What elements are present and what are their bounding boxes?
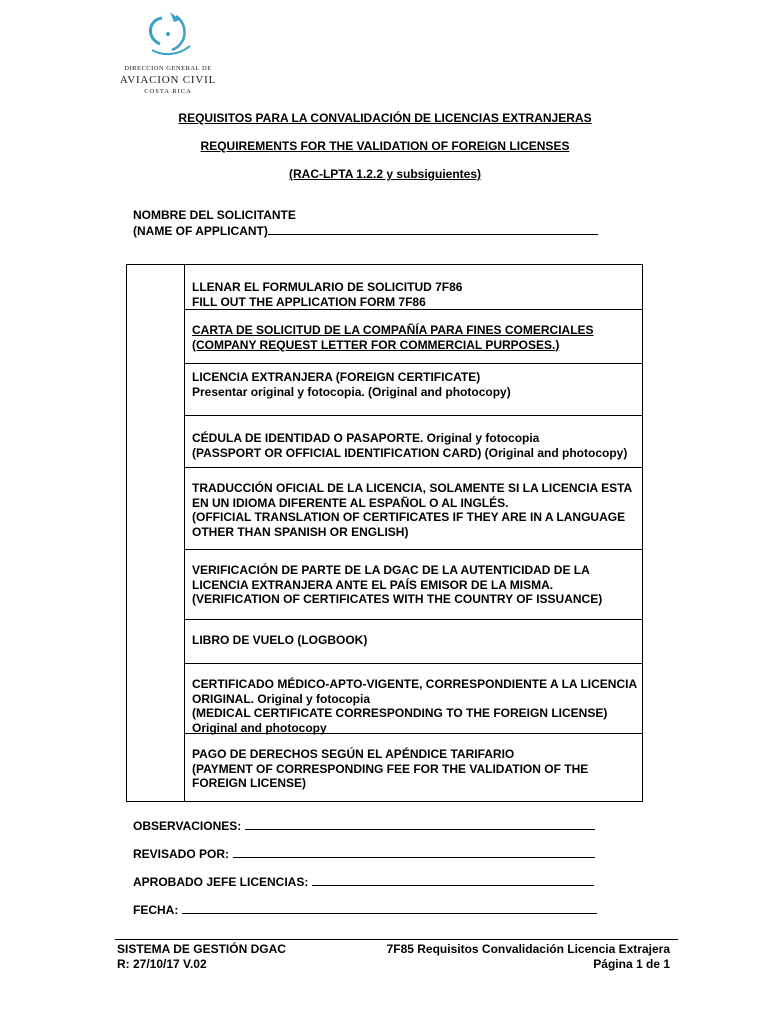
requirement-row xyxy=(185,549,642,620)
title-spanish: REQUISITOS PARA LA CONVALIDACIÓN DE LICENCIAS EXTRANJERAS xyxy=(178,111,592,125)
requirements-table xyxy=(126,264,643,802)
footer-revision: R: 27/10/17 V.02 xyxy=(117,957,207,971)
requirement-text xyxy=(192,563,638,607)
logo-text-line3: COSTA RICA xyxy=(144,88,192,95)
requirement-check-cell[interactable] xyxy=(127,663,184,733)
requirement-check-cell[interactable] xyxy=(127,619,184,663)
dgac-logo xyxy=(118,10,218,95)
requirement-check-cell[interactable] xyxy=(127,415,184,467)
requirement-text xyxy=(192,481,638,539)
requirement-row xyxy=(185,265,642,309)
requirement-check-cell[interactable] xyxy=(127,265,184,309)
requirement-line: LIBRO DE VUELO (LOGBOOK) xyxy=(192,633,368,647)
requirement-line: FILL OUT THE APPLICATION FORM 7F86 xyxy=(192,294,426,309)
requirement-line: (VERIFICATION OF CERTIFICATES WITH THE COUNTRY OF ISSUANCE) xyxy=(192,592,603,606)
requirement-text xyxy=(192,280,638,309)
requirement-line: (PASSPORT OR OFFICIAL IDENTIFICATION CARD) (Original and photocopy) xyxy=(192,445,628,460)
requirement-check-cell[interactable] xyxy=(127,309,184,363)
applicant-label-en: (NAME OF APPLICANT) xyxy=(133,224,268,238)
requirement-row xyxy=(185,663,642,734)
aprobado-field[interactable] xyxy=(133,874,594,889)
revisado-line[interactable] xyxy=(233,846,595,858)
observaciones-field[interactable] xyxy=(133,818,595,833)
fecha-field[interactable] xyxy=(133,902,597,917)
requirement-row xyxy=(185,363,642,416)
title-english: REQUIREMENTS FOR THE VALIDATION OF FOREIGN LICENSES xyxy=(200,139,570,153)
observaciones-line[interactable] xyxy=(245,818,595,830)
requirement-line: LLENAR EL FORMULARIO DE SOLICITUD 7F86 xyxy=(192,280,463,294)
requirement-line: (COMPANY REQUEST LETTER FOR COMMERCIAL PURPOSES.) xyxy=(192,337,560,352)
fecha-label: FECHA: xyxy=(133,903,179,917)
requirement-row xyxy=(185,415,642,468)
applicant-name-line[interactable] xyxy=(268,223,598,235)
requirement-text xyxy=(192,747,638,791)
revisado-label: REVISADO POR: xyxy=(133,847,230,861)
requirement-line: Presentar original y fotocopia. (Original and photocopy) xyxy=(192,384,511,399)
aprobado-label: APROBADO JEFE LICENCIAS: xyxy=(133,875,309,889)
requirement-check-cell[interactable] xyxy=(127,733,184,803)
requirement-check-cell[interactable] xyxy=(127,549,184,619)
footer-left xyxy=(117,942,286,972)
footer-right xyxy=(387,942,670,972)
requirement-check-cell[interactable] xyxy=(127,363,184,415)
requirement-row xyxy=(185,733,642,804)
requirement-line: ORIGINAL. Original y fotocopia xyxy=(192,691,371,706)
requirement-line: PAGO DE DERECHOS SEGÚN EL APÉNDICE TARIFARIO xyxy=(192,747,515,761)
requirement-line: Original and photocopy xyxy=(192,720,327,735)
requirement-line: CERTIFICADO MÉDICO-APTO-VIGENTE, CORRESPONDIENTE A LA LICENCIA xyxy=(192,677,638,691)
requirement-text xyxy=(192,370,638,399)
fecha-line[interactable] xyxy=(182,902,597,914)
requirement-check-cell[interactable] xyxy=(127,467,184,549)
revisado-field[interactable] xyxy=(133,846,595,861)
requirement-text xyxy=(192,431,638,460)
observaciones-label: OBSERVACIONES: xyxy=(133,819,242,833)
requirement-line: (PAYMENT OF CORRESPONDING FEE FOR THE VALIDATION OF THE xyxy=(192,761,589,776)
requirement-line: EN UN IDIOMA DIFERENTE AL ESPAÑOL O AL INGLÉS. xyxy=(192,495,509,510)
requirement-line: TRADUCCIÓN OFICIAL DE LA LICENCIA, SOLAMENTE SI LA LICENCIA ESTA xyxy=(192,481,633,495)
requirement-line: LICENCIA EXTRANJERA ANTE EL PAÍS EMISOR DE LA MISMA. xyxy=(192,577,554,592)
footer-page-number: Página 1 de 1 xyxy=(593,957,670,971)
requirement-line: LICENCIA EXTRANJERA (FOREIGN CERTIFICATE) xyxy=(192,370,481,384)
dgac-emblem-icon xyxy=(118,10,218,66)
footer-system: SISTEMA DE GESTIÓN DGAC xyxy=(117,942,286,956)
requirement-row xyxy=(185,309,642,364)
logo-text-line2: AVIACION CIVIL xyxy=(119,74,217,86)
requirement-line: FOREIGN LICENSE) xyxy=(192,776,307,790)
footer-divider xyxy=(115,939,678,940)
applicant-field[interactable] xyxy=(133,223,598,239)
title-regulation: (RAC-LPTA 1.2.2 y subsiguientes) xyxy=(288,167,482,181)
requirement-line: OTHER THAN SPANISH OR ENGLISH) xyxy=(192,524,409,539)
requirement-row xyxy=(185,619,642,664)
footer-doc-title: 7F85 Requisitos Convalidación Licencia Extrajera xyxy=(386,942,670,956)
requirement-text xyxy=(192,323,638,352)
requirement-line: CÉDULA DE IDENTIDAD O PASAPORTE. Original y fotocopia xyxy=(192,431,540,445)
requirement-text xyxy=(192,677,638,735)
requirement-line: CARTA DE SOLICITUD DE LA COMPAÑÍA PARA FINES COMERCIALES xyxy=(192,323,594,337)
logo-text-line1: DIRECCION GENERAL DE xyxy=(124,65,212,72)
applicant-label-es: NOMBRE DEL SOLICITANTE xyxy=(133,208,296,222)
aprobado-line[interactable] xyxy=(312,874,594,886)
requirement-line: VERIFICACIÓN DE PARTE DE LA DGAC DE LA AUTENTICIDAD DE LA xyxy=(192,563,590,577)
requirement-text xyxy=(192,633,638,648)
requirement-row xyxy=(185,467,642,550)
requirement-line: (MEDICAL CERTIFICATE CORRESPONDING TO THE FOREIGN LICENSE) xyxy=(192,706,608,720)
requirement-line: (OFFICIAL TRANSLATION OF CERTIFICATES IF THEY ARE IN A LANGUAGE xyxy=(192,510,626,524)
